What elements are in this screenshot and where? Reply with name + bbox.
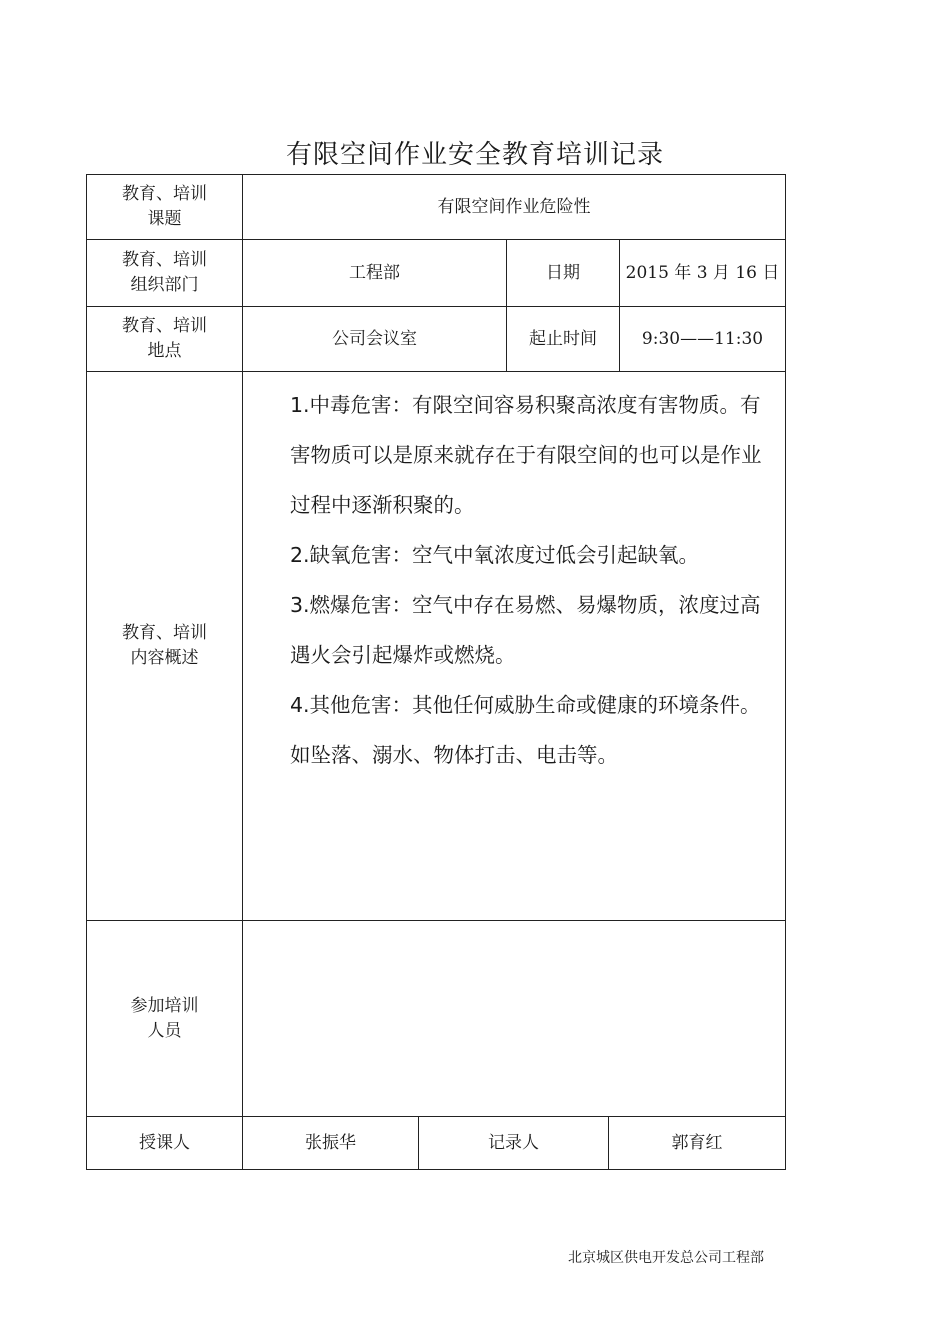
- content-summary: [290, 380, 765, 780]
- dept-label: [87, 240, 242, 306]
- lecturer-name: 张振华: [305, 1132, 356, 1153]
- time-label: 起止时间: [529, 328, 597, 349]
- date-label: 日期: [546, 262, 580, 283]
- topic-value: 有限空间作业危险性: [437, 196, 591, 217]
- training-record-table: [86, 174, 786, 1170]
- topic-label-line2: 课题: [147, 209, 182, 229]
- content-label-line2: 内容概述: [130, 648, 199, 668]
- place-label-line1: 教育、培训: [122, 316, 207, 336]
- content-paragraph: 2.缺氧危害：空气中氧浓度过低会引起缺氧。: [290, 543, 700, 567]
- topic-label: [87, 175, 242, 239]
- participants-label-line2: 人员: [147, 1020, 182, 1041]
- dept-value: 工程部: [349, 262, 400, 283]
- place-label-line2: 地点: [147, 341, 182, 361]
- time-value: 9:30——11:30: [641, 328, 764, 349]
- dept-label-line1: 教育、培训: [122, 250, 207, 270]
- date-value: 2015 年 3 月 16 日: [625, 262, 780, 283]
- participants-label-line1: 参加培训: [130, 995, 199, 1016]
- recorder-label: 记录人: [488, 1132, 539, 1153]
- place-label: [87, 307, 242, 371]
- document-title: 有限空间作业安全教育培训记录: [285, 140, 664, 170]
- content-paragraph: 1.中毒危害：有限空间容易积聚高浓度有害物质。有害物质可以是原来就存在于有限空间的也可以是作业过程中逐渐积聚的。: [290, 393, 762, 517]
- topic-label-line1: 教育、培训: [122, 184, 207, 204]
- content-paragraph: 3.燃爆危害：空气中存在易燃、易爆物质，浓度过高遇火会引起爆炸或燃烧。: [290, 593, 761, 667]
- content-label-line1: 教育、培训: [122, 623, 207, 643]
- issuer-footer: 北京城区供电开发总公司工程部: [568, 1250, 764, 1266]
- participants-label: [87, 921, 242, 1116]
- lecturer-label: 授课人: [139, 1132, 190, 1153]
- content-paragraph: 4.其他危害：其他任何威胁生命或健康的环境条件。如坠落、溺水、物体打击、电击等。: [290, 693, 761, 767]
- participants-value: [243, 921, 785, 1116]
- place-value: 公司会议室: [332, 328, 417, 349]
- content-label: [87, 372, 242, 920]
- recorder-name: 郭育红: [671, 1132, 723, 1153]
- dept-label-line2: 组织部门: [130, 275, 199, 295]
